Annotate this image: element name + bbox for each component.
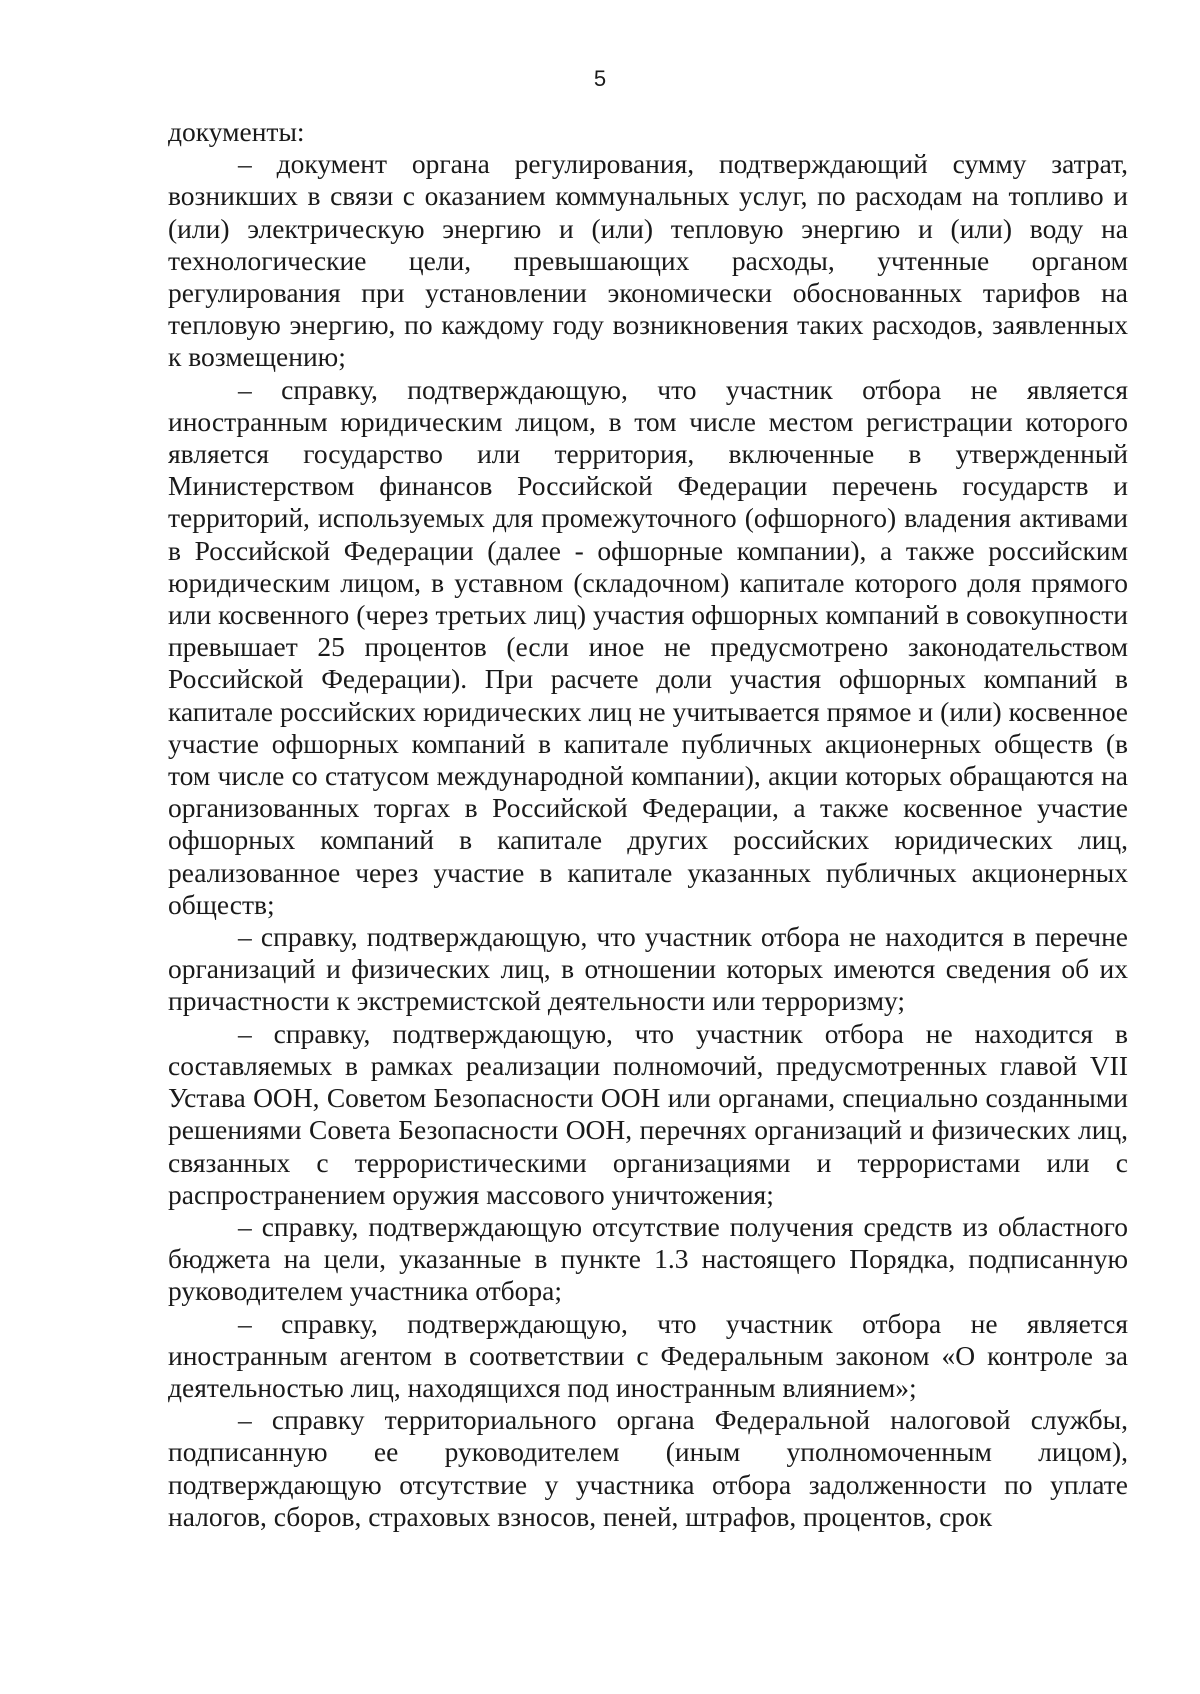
paragraph-documents-heading: документы: — [168, 116, 305, 147]
paragraph-offshore-certificate: – справку, подтверждающую, что участник отбора не является иностранным юридическим лицом, в том числе местом регистрации которого является государство или территория, включенные в утвержденный Министерством финансов Российской Федерации перечень государств и территорий, используемых для промежуточного (офшорного) владения активами в Российской Федерации (далее - офшорные компании), а также российским юридическим лицом, в уставном (складочном) капитале которого доля прямого или косвенного (через третьих лиц) участия офшорных компаний в совокупности превышает 25 процентов (если иное не предусмотрено законодательством Российской Федерации). При расчете доли участия офшорных компаний в капитале российских юридических лиц не учитывается прямое и (или) косвенное участие офшорных компаний в капитале публичных акционерных обществ (в том числе со статусом международной компании), акции которых обращаются на организованных торгах в Российской Федерации, а также косвенное участие офшорных компаний в капитале других российских юридических лиц, реализованное через участие в капитале указанных публичных акционерных обществ; — [168, 373, 1128, 920]
document-body — [168, 116, 1128, 1533]
paragraph-extremism-certificate: – справку, подтверждающую, что участник отбора не находится в перечне организаций и физических лиц, в отношении которых имеются сведения об их причастности к экстремистской деятельности или терроризму; — [168, 921, 1128, 1017]
paragraph-regulator-document: – документ органа регулирования, подтверждающий сумму затрат, возникших в связи с оказанием коммунальных услуг, по расходам на топливо и (или) электрическую энергию и (или) тепловую энергию и (или) воду на технологические цели, превышающих расходы, учтенные органом регулирования при установлении экономически обоснованных тарифов на тепловую энергию, по каждому году возникновения таких расходов, заявленных к возмещению; — [168, 148, 1128, 373]
page-number: 5 — [593, 66, 607, 91]
paragraph-un-sanctions-certificate: – справку, подтверждающую, что участник отбора не находится в составляемых в рамках реализации полномочий, предусмотренных главой VII Устава ООН, Советом Безопасности ООН или органами, специально созданными решениями Совета Безопасности ООН, перечнях организаций и физических лиц, связанных с террористическими организациями и террористами или с распространением оружия массового уничтожения; — [168, 1017, 1128, 1210]
paragraph-tax-certificate: – справку территориального органа Федеральной налоговой службы, подписанную ее руководителем (иным уполномоченным лицом), подтверждающую отсутствие у участника отбора задолженности по уплате налогов, сборов, страховых взносов, пеней, штрафов, процентов, срок — [168, 1404, 1128, 1532]
paragraph-budget-funds-certificate: – справку, подтверждающую отсутствие получения средств из областного бюджета на цели, указанные в пункте 1.3 настоящего Порядка, подписанную руководителем участника отбора; — [168, 1210, 1128, 1307]
paragraph-foreign-agent-certificate: – справку, подтверждающую, что участник отбора не является иностранным агентом в соответствии с Федеральным законом «О контроле за деятельностью лиц, находящихся под иностранным влиянием»; — [168, 1307, 1128, 1403]
